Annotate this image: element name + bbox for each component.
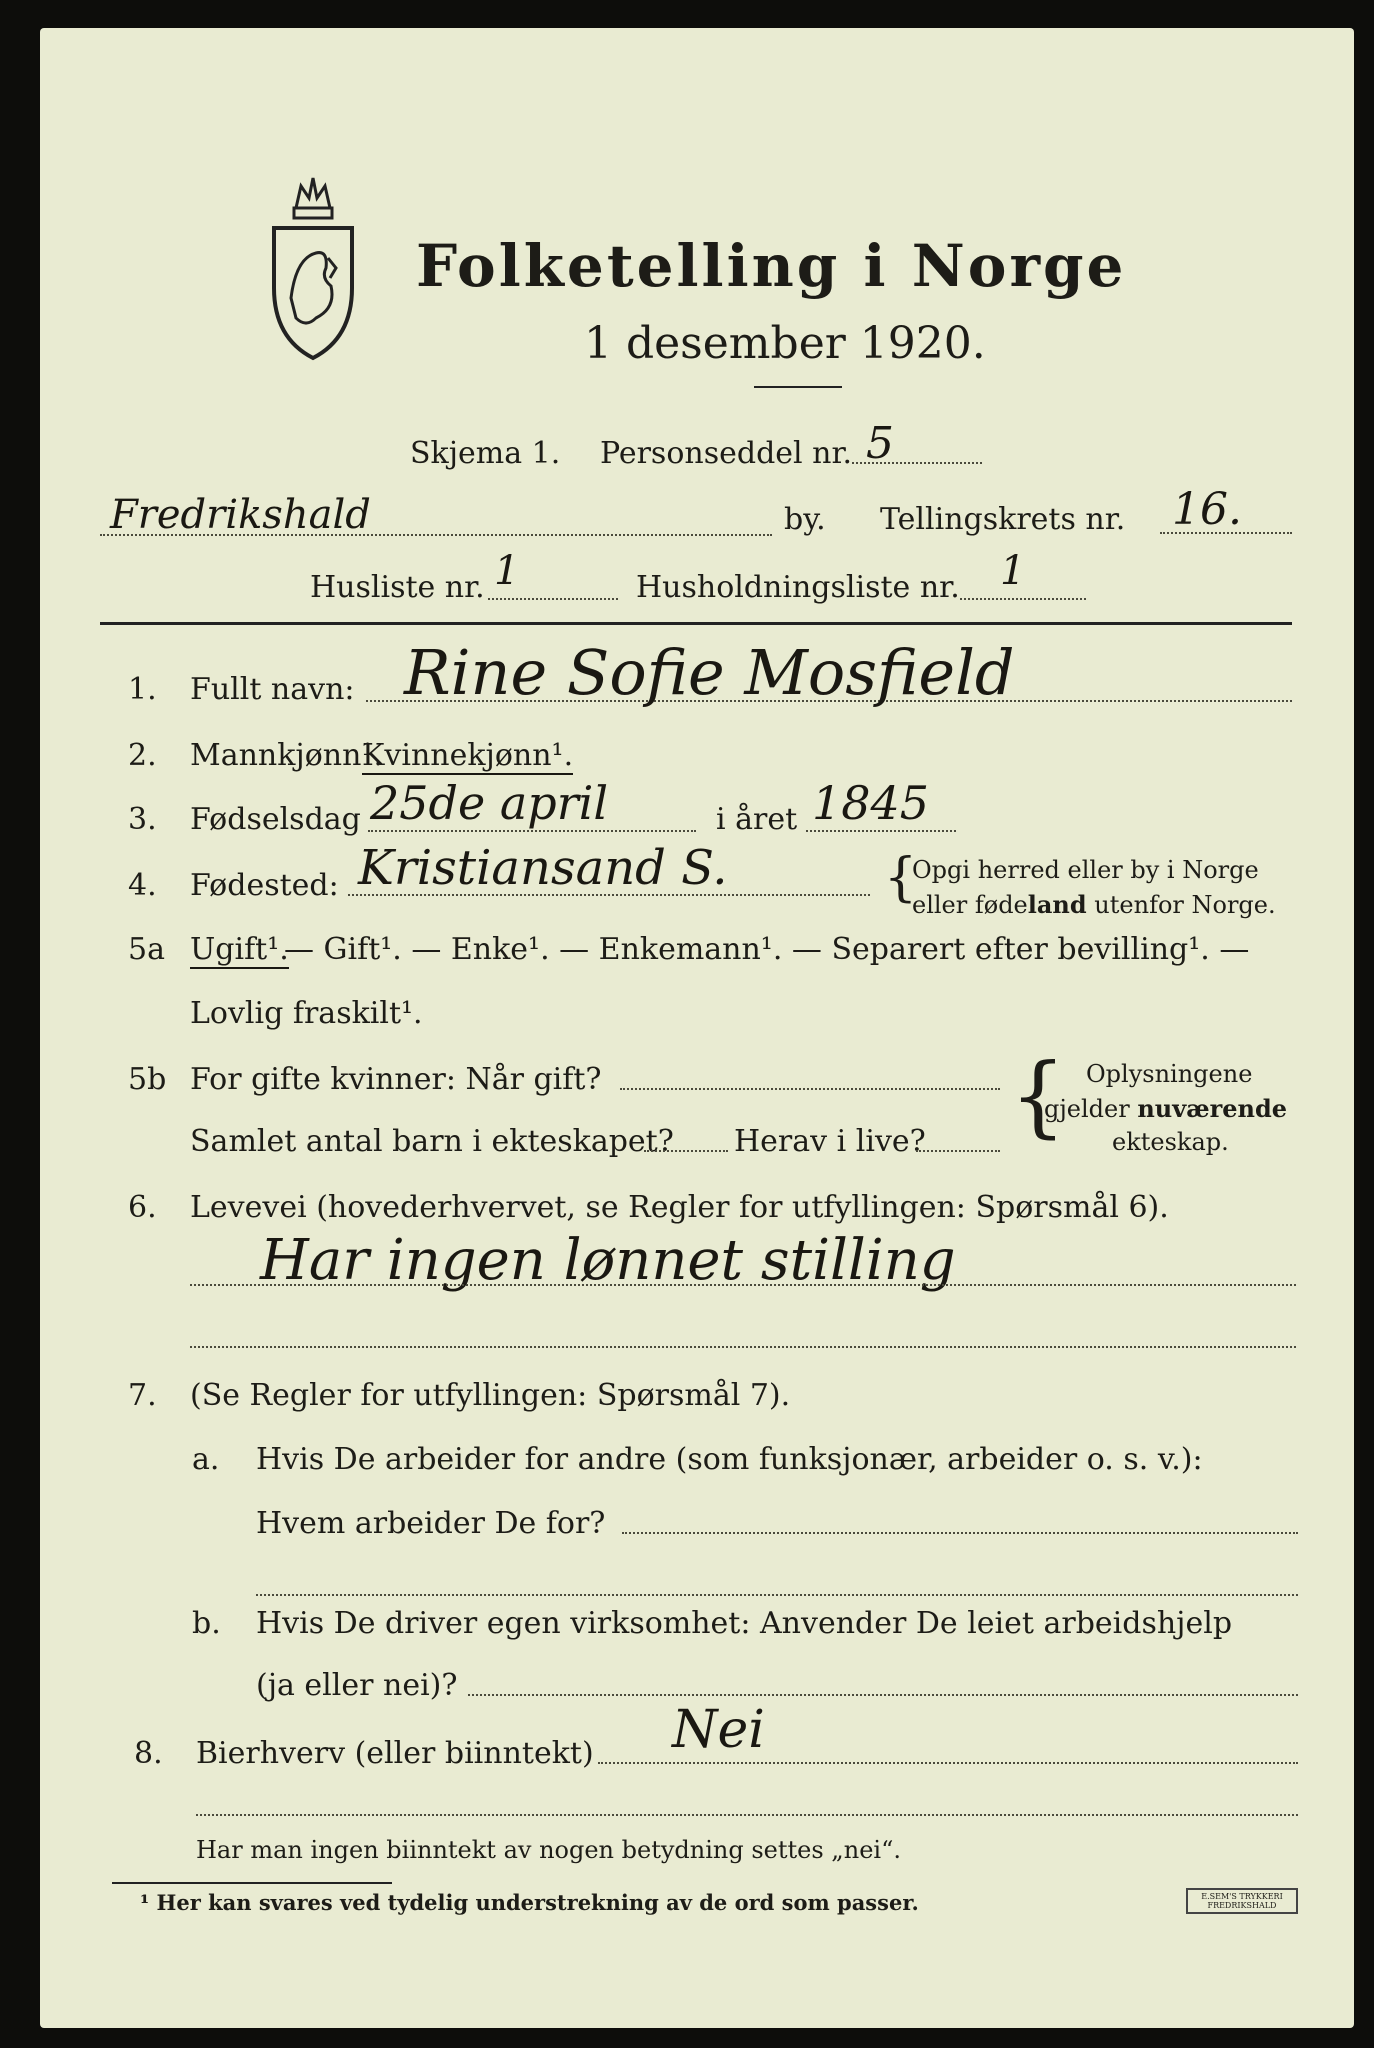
q7b-question: (ja eller nei)? xyxy=(256,1668,458,1703)
q6-label: Levevei (hovederhvervet, se Regler for utfyllingen: Spørsmål 6). xyxy=(190,1190,1169,1225)
husliste-value[interactable]: 1 xyxy=(494,548,520,594)
q4-number: 4. xyxy=(128,868,157,903)
q7-number: 7. xyxy=(128,1378,157,1413)
q3-label: Fødselsdag xyxy=(190,802,361,837)
q8-side-income[interactable]: Nei xyxy=(672,1700,765,1760)
q5b-children-label: Samlet antal barn i ekteskapet? xyxy=(190,1124,674,1159)
q7-label: (Se Regler for utfyllingen: Spørsmål 7). xyxy=(190,1378,791,1413)
q7a-text: Hvis De arbeider for andre (som funksjonær, arbeider o. s. v.): xyxy=(256,1442,1203,1477)
printer-stamp: E.SEM'S TRYKKERI FREDRIKSHALD xyxy=(1186,1888,1298,1914)
q7a-letter: a. xyxy=(192,1442,220,1477)
tellingskrets-value[interactable]: 16. xyxy=(1172,484,1242,535)
q1-number: 1. xyxy=(128,672,157,707)
q5a-other-options[interactable]: — Gift¹. — Enke¹. — Enkemann¹. — Separert efter bevilling¹. — xyxy=(284,932,1250,967)
husholdningsliste-field-line xyxy=(960,598,1086,600)
q5b-married-when-field-line xyxy=(620,1088,1000,1090)
q5b-note-line3: ekteskap. xyxy=(1112,1128,1229,1156)
q2-female-option[interactable]: Kvinnekjønn¹. xyxy=(362,738,574,773)
q7b-letter: b. xyxy=(192,1606,221,1641)
tellingskrets-label: Tellingskrets nr. xyxy=(880,502,1126,537)
q4-label: Fødested: xyxy=(190,868,339,903)
husholdningsliste-label: Husholdningsliste nr. xyxy=(636,570,960,605)
q5b-note-line2: gjelder nuværende xyxy=(1044,1094,1288,1123)
q4-note-line1: Opgi herred eller by i Norge xyxy=(912,856,1259,884)
q8-label: Bierhverv (eller biinntekt) xyxy=(196,1736,594,1771)
footnote-text: ¹ Her kan svares ved tydelig understrekning av de ord som passer. xyxy=(140,1890,919,1915)
q3-birth-date[interactable]: 25de april xyxy=(370,776,609,830)
q7a-field-line-2 xyxy=(256,1594,1298,1596)
q1-label: Fullt navn: xyxy=(190,672,355,707)
title-divider xyxy=(754,386,842,388)
q6-number: 6. xyxy=(128,1190,157,1225)
q4-note-brace: { xyxy=(884,848,918,908)
q3-year-label: i året xyxy=(716,802,798,837)
city-label: by. xyxy=(784,502,826,537)
q5a-ugift-option[interactable]: Ugift¹. xyxy=(190,932,289,967)
personseddel-label: Personseddel nr. xyxy=(600,436,853,471)
q8-number: 8. xyxy=(134,1736,163,1771)
q5b-number: 5b xyxy=(128,1062,167,1097)
husholdningsliste-value[interactable]: 1 xyxy=(1000,548,1026,594)
husliste-field-line xyxy=(488,598,618,600)
q3-number: 3. xyxy=(128,802,157,837)
q5b-alive-label: Herav i live? xyxy=(734,1124,926,1159)
norwegian-lion-crest-icon xyxy=(266,168,360,368)
census-date: 1 desember 1920. xyxy=(584,318,986,369)
q6-field-line-2 xyxy=(190,1346,1296,1348)
q7b-text: Hvis De driver egen virksomhet: Anvender De leiet arbeidshjelp xyxy=(256,1606,1233,1641)
header-divider xyxy=(100,622,1292,625)
q2-male-option[interactable]: Mannkjønn¹. xyxy=(190,738,383,773)
skjema-label: Skjema 1. xyxy=(410,436,561,471)
q7b-field-line xyxy=(468,1694,1298,1696)
q7a-question: Hvem arbeider De for? xyxy=(256,1506,606,1541)
form-title: Folketelling i Norge xyxy=(416,232,1127,300)
q2-number: 2. xyxy=(128,738,157,773)
q8-field-line-1 xyxy=(598,1762,1298,1764)
city-field-line xyxy=(100,534,772,536)
q3-date-field-line xyxy=(368,830,696,832)
q5b-children-field-line xyxy=(644,1150,728,1152)
q8-field-line-2 xyxy=(196,1814,1298,1816)
q5b-alive-field-line xyxy=(916,1150,1000,1152)
q4-note-line2: eller fødeland utenfor Norge. xyxy=(912,890,1276,919)
husliste-label: Husliste nr. xyxy=(310,570,485,605)
footnote-divider xyxy=(112,1882,392,1884)
q3-birth-year[interactable]: 1845 xyxy=(812,776,930,830)
q5b-married-when-label: For gifte kvinner: Når gift? xyxy=(190,1062,602,1097)
q5b-note-brace: { xyxy=(1010,1044,1066,1147)
q6-field-line-1 xyxy=(190,1284,1296,1286)
q6-occupation[interactable]: Har ingen lønnet stilling xyxy=(260,1228,956,1293)
q1-full-name[interactable]: Rine Sofie Mosfield xyxy=(404,636,1015,709)
q3-year-field-line xyxy=(806,830,956,832)
q5a-lovlig-fraskilt-option[interactable]: Lovlig fraskilt¹. xyxy=(190,996,423,1031)
q4-birthplace[interactable]: Kristiansand S. xyxy=(358,840,728,896)
city-value[interactable]: Fredrikshald xyxy=(110,492,371,538)
personseddel-value[interactable]: 5 xyxy=(866,418,894,469)
q5b-note-line1: Oplysningene xyxy=(1086,1060,1253,1088)
nei-instruction: Har man ingen biinntekt av nogen betydning settes „nei“. xyxy=(196,1836,901,1864)
q7a-field-line-1 xyxy=(622,1532,1298,1534)
q5a-number: 5a xyxy=(128,932,165,967)
